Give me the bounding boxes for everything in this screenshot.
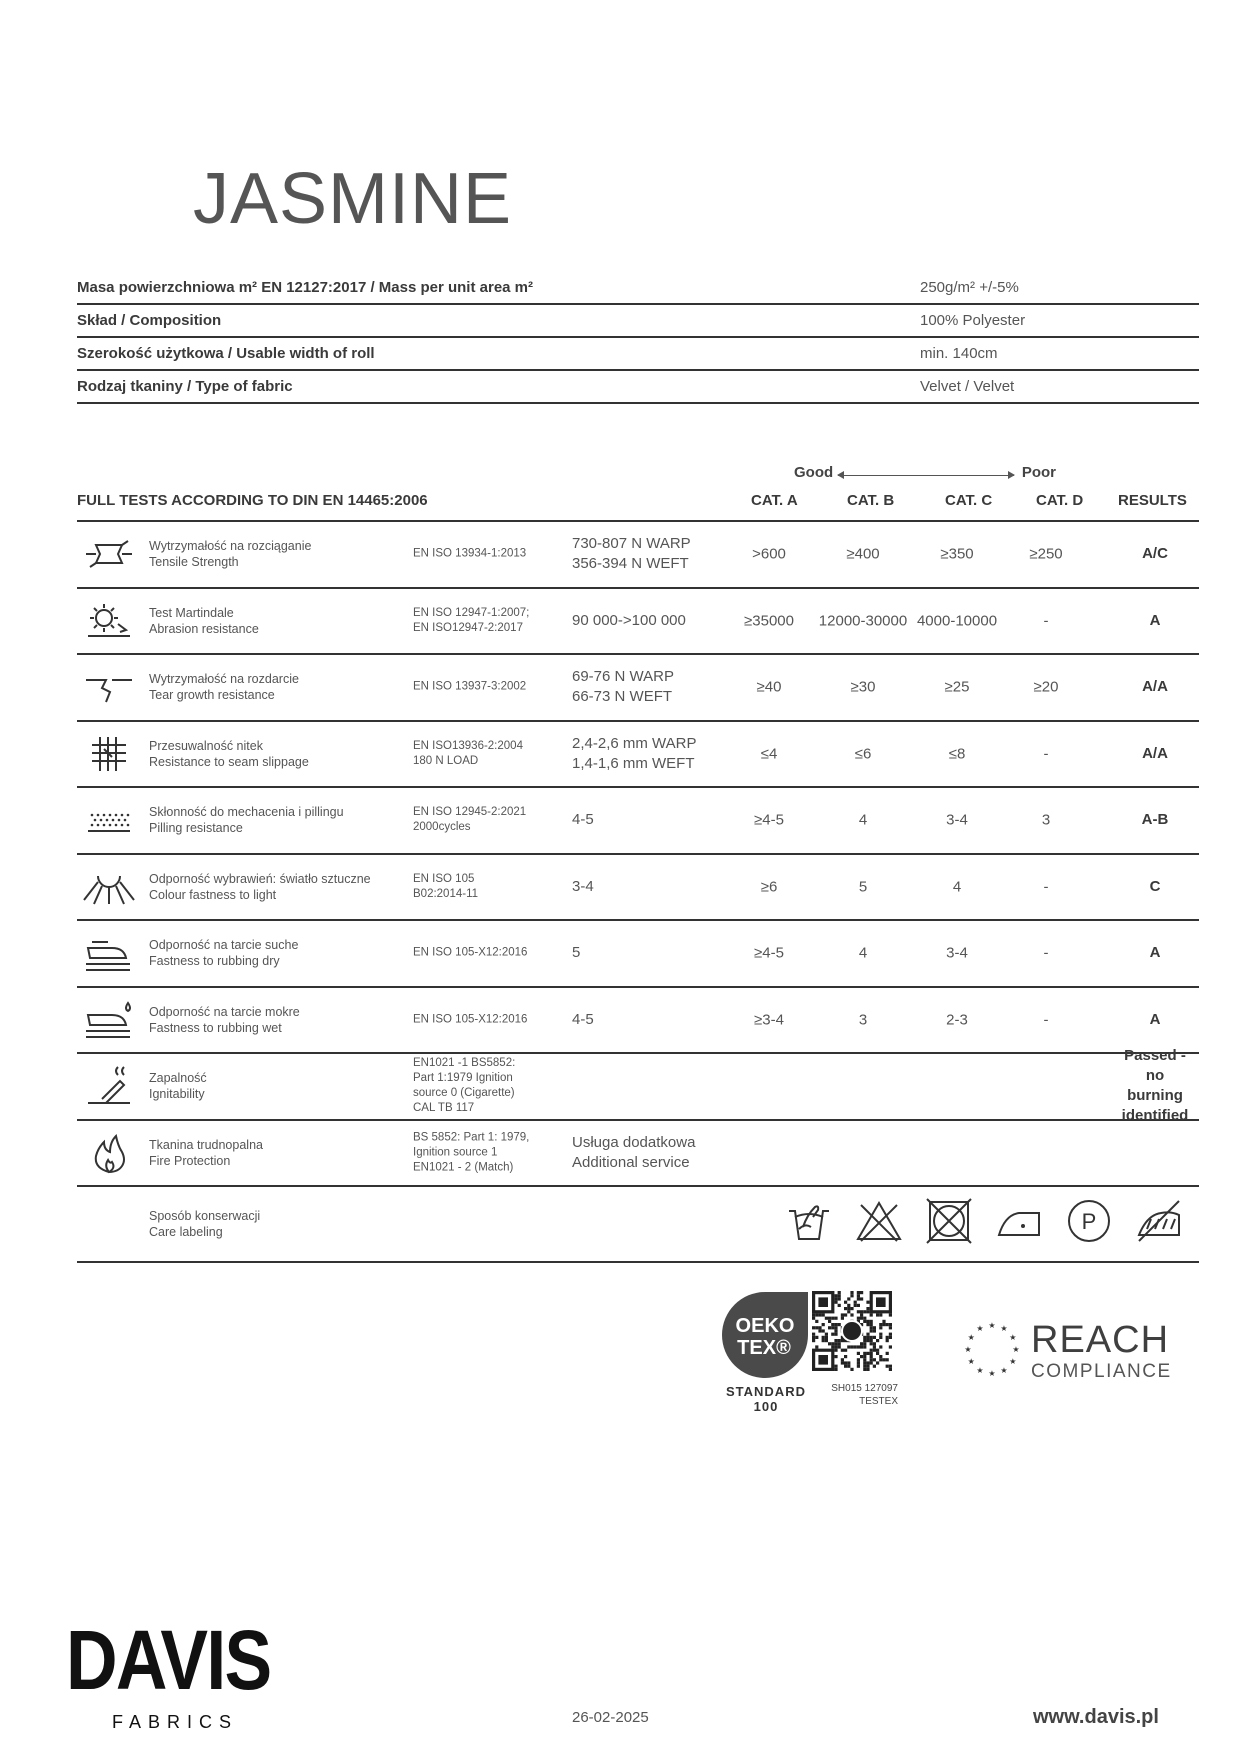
oeko-certificate bbox=[808, 1382, 898, 1408]
test-row bbox=[77, 655, 1199, 722]
test-standard bbox=[413, 1056, 543, 1116]
test-name bbox=[149, 605, 259, 637]
test-cat-a: >600 bbox=[752, 545, 786, 563]
test-name-en: Fire Protection bbox=[149, 1153, 231, 1168]
tests-title: FULL TESTS ACCORDING TO DIN EN 14465:2006 bbox=[77, 492, 428, 509]
test-name bbox=[149, 1070, 207, 1102]
oeko-line1: OEKO bbox=[735, 1315, 795, 1337]
test-row bbox=[77, 988, 1199, 1055]
test-cat-c: 2-3 bbox=[946, 1011, 968, 1029]
test-name bbox=[149, 671, 299, 703]
test-result-line: no burning bbox=[1127, 1067, 1183, 1105]
test-name-pl: Odporność wybrawień: światło sztuczne bbox=[149, 871, 371, 886]
svg-text:★: ★ bbox=[967, 1357, 975, 1366]
care-row bbox=[77, 1187, 1199, 1263]
good-poor-scale bbox=[794, 464, 1056, 486]
ignitability-icon bbox=[77, 1054, 141, 1119]
spec-row bbox=[77, 371, 1199, 404]
test-cat-b: 12000-30000 bbox=[818, 612, 908, 630]
care-icons bbox=[785, 1197, 1183, 1245]
test-result-line: A bbox=[1149, 1010, 1161, 1028]
test-result-line: A-B bbox=[1141, 811, 1169, 829]
svg-text:★: ★ bbox=[1012, 1345, 1020, 1354]
test-name-pl: Wytrzymałość na rozdarcie bbox=[149, 672, 299, 687]
specs-table bbox=[77, 272, 1199, 404]
test-cat-a: ≥4-5 bbox=[754, 944, 784, 962]
test-standard-line: EN ISO12947-2:2017 bbox=[413, 621, 523, 634]
rubbing-dry-icon bbox=[77, 921, 141, 986]
svg-text:★: ★ bbox=[976, 1324, 984, 1334]
pilling-icon bbox=[77, 788, 141, 853]
spec-value: 100% Polyester bbox=[920, 312, 1026, 329]
test-result-line: A/C bbox=[1142, 545, 1168, 563]
care-name-en: Care labeling bbox=[149, 1225, 223, 1239]
test-result bbox=[1150, 877, 1161, 897]
svg-text:★: ★ bbox=[967, 1333, 975, 1342]
oeko-caption-number: 100 bbox=[753, 1399, 779, 1414]
header-results: RESULTS bbox=[1118, 492, 1187, 509]
test-value bbox=[572, 611, 686, 631]
test-value-line: 66-73 N WEFT bbox=[572, 688, 673, 706]
davis-logo-sub: FABRICS bbox=[112, 1712, 239, 1732]
test-result bbox=[1142, 810, 1169, 830]
iron-low-icon bbox=[995, 1197, 1043, 1245]
test-row bbox=[77, 921, 1199, 988]
svg-text:★: ★ bbox=[1000, 1324, 1008, 1334]
test-value bbox=[572, 943, 580, 963]
test-name-pl: Wytrzymałość na rozciąganie bbox=[149, 539, 312, 554]
spec-row bbox=[77, 272, 1199, 305]
test-result-line: A bbox=[1149, 611, 1161, 629]
test-cat-c: 4000-10000 bbox=[916, 612, 998, 630]
test-name-pl: Odporność na tarcie suche bbox=[149, 938, 299, 953]
test-result bbox=[1150, 943, 1161, 963]
tensile-strength-icon bbox=[77, 522, 141, 587]
test-result-line: A/A bbox=[1142, 678, 1168, 696]
test-cat-d: - bbox=[1043, 612, 1049, 630]
tests-header bbox=[77, 488, 1199, 522]
test-cat-c: ≥350 bbox=[940, 545, 974, 563]
tear-icon bbox=[77, 655, 141, 720]
svg-text:★: ★ bbox=[1009, 1333, 1017, 1342]
test-cat-b: 4 bbox=[858, 811, 868, 829]
spec-label: Skład / Composition bbox=[77, 312, 222, 329]
test-value-line: Additional service bbox=[572, 1153, 690, 1171]
fire-icon bbox=[77, 1121, 141, 1186]
test-value-line: 1,4-1,6 mm WEFT bbox=[572, 754, 695, 772]
test-standard-line: B02:2014-11 bbox=[413, 887, 479, 900]
test-row bbox=[77, 788, 1199, 855]
test-standard bbox=[413, 805, 543, 835]
test-cat-a: ≥40 bbox=[756, 678, 782, 696]
test-value-line: 69-76 N WARP bbox=[572, 668, 674, 686]
do-not-bleach-icon bbox=[855, 1197, 903, 1245]
svg-text:★: ★ bbox=[964, 1345, 972, 1354]
test-name-en: Resistance to seam slippage bbox=[149, 754, 309, 769]
test-cat-d: ≥20 bbox=[1033, 678, 1059, 696]
test-standard-line: EN ISO 12945-2:2021 bbox=[413, 806, 527, 819]
test-cat-d: - bbox=[1043, 1011, 1049, 1029]
reach-title: REACH bbox=[1031, 1319, 1170, 1361]
test-value-line: 356-394 N WEFT bbox=[572, 555, 689, 573]
abrasion-icon bbox=[77, 589, 141, 654]
test-result-line: A/A bbox=[1142, 744, 1168, 762]
test-standard-line: EN1021 - 2 (Match) bbox=[413, 1161, 514, 1174]
test-value-line: 90 000->100 000 bbox=[572, 611, 686, 629]
test-result bbox=[1150, 611, 1161, 631]
spec-value: min. 140cm bbox=[920, 345, 998, 362]
test-standard-line: Ignition source 1 bbox=[413, 1146, 498, 1159]
svg-text:★: ★ bbox=[976, 1365, 984, 1375]
test-value bbox=[572, 810, 594, 830]
test-name bbox=[149, 804, 344, 836]
test-value-line: 5 bbox=[572, 944, 581, 962]
test-row bbox=[77, 522, 1199, 589]
test-name-en: Fastness to rubbing dry bbox=[149, 954, 280, 969]
header-cat-c: CAT. C bbox=[945, 492, 993, 509]
test-result bbox=[1150, 1010, 1161, 1030]
test-row bbox=[77, 589, 1199, 656]
test-standard bbox=[413, 1130, 543, 1175]
test-cat-d: 3 bbox=[1041, 811, 1051, 829]
test-name-pl: Test Martindale bbox=[149, 605, 234, 620]
test-standard-line: EN ISO 13937-3:2002 bbox=[413, 680, 527, 693]
website-link[interactable]: www.davis.pl bbox=[1033, 1706, 1159, 1728]
hand-wash-icon bbox=[785, 1197, 833, 1245]
test-name-en: Tear growth resistance bbox=[149, 688, 275, 703]
test-standard-line: BS 5852: Part 1: 1979, bbox=[413, 1131, 530, 1144]
test-cat-c: ≤8 bbox=[948, 745, 966, 763]
test-value-line: 730-807 N WARP bbox=[572, 535, 691, 553]
davis-logo: DAVIS bbox=[66, 1613, 271, 1707]
test-name-en: Fastness to rubbing wet bbox=[149, 1020, 282, 1035]
oeko-certificate-number: SH015 127097 bbox=[831, 1383, 898, 1394]
test-name bbox=[149, 871, 371, 903]
test-result-line: identified bbox=[1121, 1107, 1189, 1125]
double-arrow-icon bbox=[838, 475, 1014, 476]
test-standard bbox=[413, 547, 543, 562]
test-cat-a: ≥4-5 bbox=[754, 811, 784, 829]
test-name-en: Tensile Strength bbox=[149, 555, 239, 570]
oeko-caption bbox=[716, 1384, 816, 1414]
do-not-tumble-dry-icon bbox=[925, 1197, 973, 1245]
header-cat-a: CAT. A bbox=[751, 492, 798, 509]
oeko-line2: TEX® bbox=[737, 1337, 791, 1359]
test-result bbox=[1142, 744, 1168, 764]
test-name-en: Abrasion resistance bbox=[149, 621, 259, 636]
test-cat-c: 4 bbox=[952, 878, 962, 896]
care-name bbox=[149, 1208, 260, 1240]
oeko-tex-logo bbox=[720, 1290, 810, 1380]
test-name bbox=[149, 538, 311, 570]
test-name-pl: Tkanina trudnopalna bbox=[149, 1137, 263, 1152]
svg-text:★: ★ bbox=[1000, 1365, 1008, 1375]
svg-text:★: ★ bbox=[988, 1321, 996, 1330]
test-name-en: Colour fastness to light bbox=[149, 887, 277, 902]
dry-clean-p-icon bbox=[1065, 1197, 1113, 1245]
test-cat-b: 4 bbox=[858, 944, 868, 962]
test-result bbox=[1142, 544, 1168, 564]
test-cat-c: 3-4 bbox=[946, 811, 968, 829]
test-cat-d: - bbox=[1043, 944, 1049, 962]
test-value bbox=[572, 534, 691, 574]
test-cat-d: - bbox=[1043, 878, 1049, 896]
test-cat-a: ≤4 bbox=[760, 745, 778, 763]
test-result-line: C bbox=[1149, 877, 1161, 895]
spec-row bbox=[77, 338, 1199, 371]
tests-table bbox=[77, 488, 1199, 1263]
test-result-line: Passed - bbox=[1124, 1047, 1186, 1065]
test-standard-line: Part 1:1979 Ignition bbox=[413, 1072, 513, 1085]
test-cat-d: ≥250 bbox=[1029, 545, 1063, 563]
test-cat-b: 3 bbox=[858, 1011, 868, 1029]
scale-poor-label: Poor bbox=[1021, 464, 1056, 481]
spec-row bbox=[77, 305, 1199, 338]
test-value-line: 4-5 bbox=[572, 1010, 594, 1028]
test-row bbox=[77, 1121, 1199, 1188]
test-standard-line: EN1021 -1 BS5852: bbox=[413, 1057, 516, 1070]
test-row bbox=[77, 722, 1199, 789]
test-name-pl: Zapalność bbox=[149, 1071, 207, 1086]
rubbing-wet-icon bbox=[77, 988, 141, 1053]
test-result-line: A bbox=[1149, 944, 1161, 962]
svg-text:★: ★ bbox=[1009, 1357, 1017, 1366]
test-value-line: 2,4-2,6 mm WARP bbox=[572, 734, 697, 752]
test-standard-line: source 0 (Cigarette) bbox=[413, 1087, 515, 1100]
test-standard-line: EN ISO13936-2:2004 bbox=[413, 739, 523, 752]
svg-text:★: ★ bbox=[988, 1369, 996, 1378]
header-cat-d: CAT. D bbox=[1036, 492, 1084, 509]
test-cat-b: ≥30 bbox=[850, 678, 876, 696]
scale-good-label: Good bbox=[794, 464, 834, 481]
test-standard-line: CAL TB 117 bbox=[413, 1102, 475, 1115]
test-name-en: Pilling resistance bbox=[149, 821, 243, 836]
test-name-pl: Odporność na tarcie mokre bbox=[149, 1004, 300, 1019]
test-standard-line: EN ISO 13934-1:2013 bbox=[413, 547, 527, 560]
test-name bbox=[149, 1004, 300, 1036]
test-result bbox=[1122, 1046, 1189, 1126]
test-cat-c: 3-4 bbox=[946, 944, 968, 962]
spec-value: 250g/m² +/-5% bbox=[920, 279, 1019, 296]
seam-slippage-icon bbox=[77, 722, 141, 787]
test-value bbox=[572, 1133, 695, 1173]
test-cat-b: ≥400 bbox=[846, 545, 880, 563]
test-row bbox=[77, 855, 1199, 922]
eu-stars-icon bbox=[962, 1319, 1022, 1379]
spec-label: Szerokość użytkowa / Usable width of roll bbox=[77, 345, 375, 362]
spec-label: Masa powierzchniowa m² EN 12127:2017 / Mass per unit area m² bbox=[77, 279, 534, 296]
test-standard-line: 180 N LOAD bbox=[413, 754, 479, 767]
test-value-line: 3-4 bbox=[572, 877, 594, 895]
test-value bbox=[572, 667, 674, 707]
test-row bbox=[77, 1047, 1199, 1125]
test-cat-d: - bbox=[1043, 745, 1049, 763]
test-standard-line: EN ISO 12947-1:2007; bbox=[413, 606, 530, 619]
test-standard bbox=[413, 680, 543, 695]
svg-text:P: P bbox=[1081, 1209, 1097, 1234]
test-standard bbox=[413, 739, 543, 769]
test-result bbox=[1142, 677, 1168, 697]
test-name-pl: Przesuwalność nitek bbox=[149, 738, 263, 753]
oeko-lab: TESTEX bbox=[859, 1396, 898, 1407]
test-name bbox=[149, 937, 298, 969]
test-cat-a: ≥35000 bbox=[744, 612, 794, 630]
test-standard-line: EN ISO 105-X12:2016 bbox=[413, 1013, 528, 1026]
test-value bbox=[572, 734, 696, 774]
test-value bbox=[572, 877, 594, 897]
test-standard-line: 2000cycles bbox=[413, 821, 471, 834]
test-name bbox=[149, 738, 309, 770]
test-cat-c: ≥25 bbox=[944, 678, 970, 696]
light-fastness-icon bbox=[77, 855, 141, 920]
document-date: 26-02-2025 bbox=[572, 1709, 649, 1726]
qr-code-icon bbox=[812, 1291, 892, 1371]
test-value-line: Usługa dodatkowa bbox=[572, 1133, 696, 1151]
test-name bbox=[149, 1137, 263, 1169]
test-value-line: 4-5 bbox=[572, 811, 594, 829]
test-standard bbox=[413, 872, 543, 902]
header-cat-b: CAT. B bbox=[847, 492, 895, 509]
spec-value: Velvet / Velvet bbox=[920, 378, 1015, 395]
product-title: JASMINE bbox=[193, 159, 513, 239]
test-cat-a: ≥3-4 bbox=[754, 1011, 784, 1029]
oeko-caption-standard: STANDARD bbox=[726, 1384, 806, 1399]
test-standard bbox=[413, 946, 543, 961]
test-cat-b: 5 bbox=[858, 878, 868, 896]
test-name-en: Ignitability bbox=[149, 1087, 205, 1102]
do-not-steam-icon bbox=[1135, 1197, 1183, 1245]
care-name-pl: Sposób konserwacji bbox=[149, 1209, 261, 1223]
test-standard bbox=[413, 606, 543, 636]
test-standard bbox=[413, 1012, 543, 1027]
reach-subtitle: COMPLIANCE bbox=[1031, 1361, 1172, 1382]
test-name-pl: Skłonność do mechacenia i pillingu bbox=[149, 805, 344, 820]
test-cat-b: ≤6 bbox=[854, 745, 872, 763]
spec-label: Rodzaj tkaniny / Type of fabric bbox=[77, 378, 293, 395]
test-cat-a: ≥6 bbox=[760, 878, 778, 896]
test-value bbox=[572, 1010, 594, 1030]
test-standard-line: EN ISO 105-X12:2016 bbox=[413, 946, 528, 959]
test-standard-line: EN ISO 105 bbox=[413, 872, 475, 885]
